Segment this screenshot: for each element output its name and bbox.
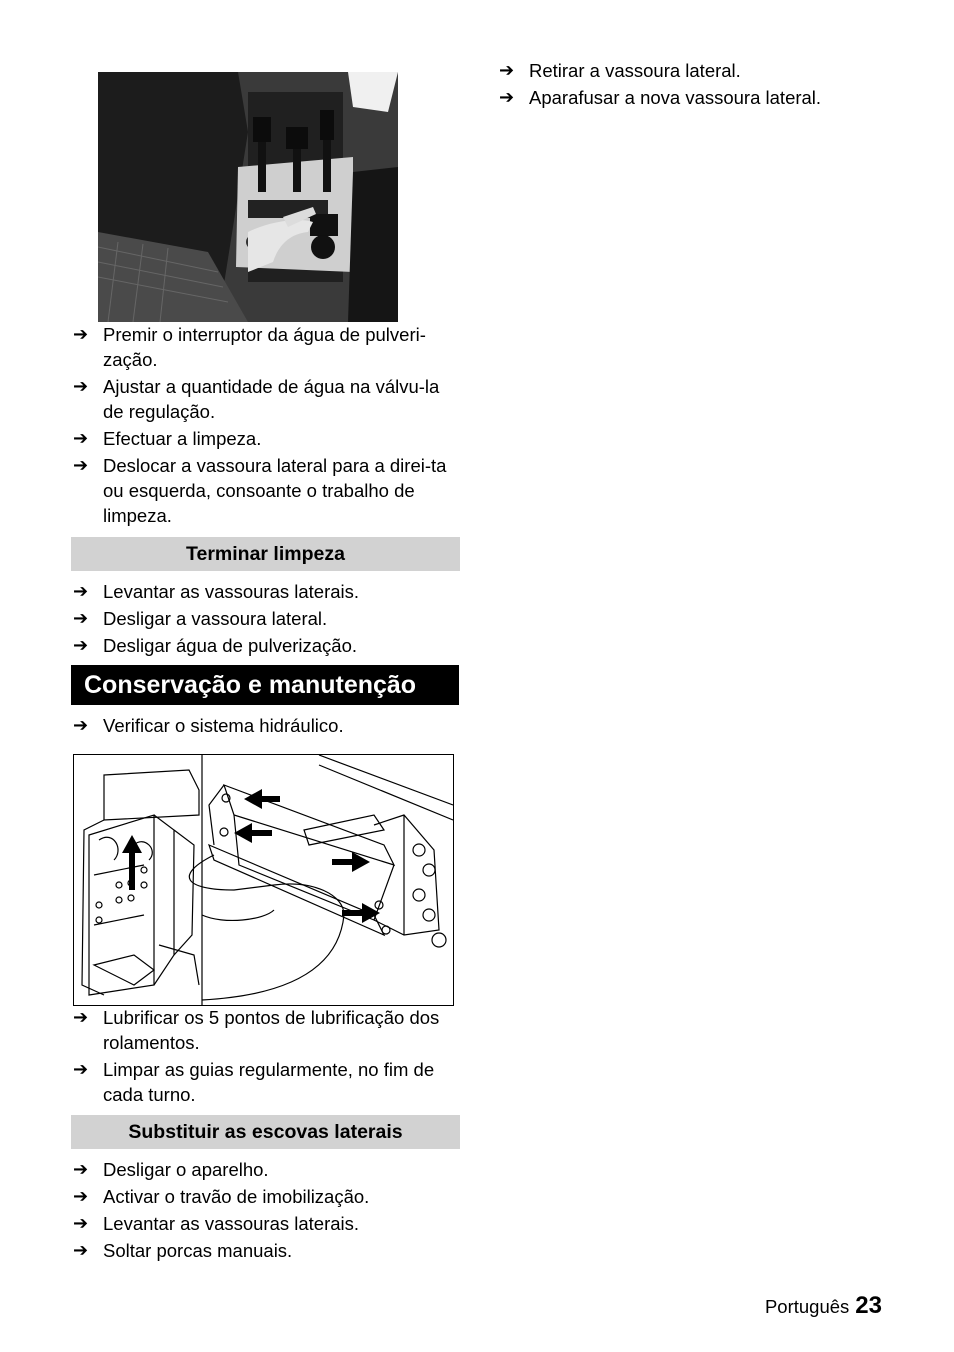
hydraulic-diagram-illustration xyxy=(74,755,453,1005)
right-column-steps xyxy=(497,58,877,110)
list-item: ➔ Efectuar a limpeza. xyxy=(73,428,262,449)
arrow-right-icon: ➔ xyxy=(499,60,515,80)
list-item: ➔ Lubrificar os 5 pontos de lubrificação dos rolamentos. xyxy=(73,1007,440,1053)
list-item: ➔ Desligar a vassoura lateral. xyxy=(73,608,328,629)
arrow-right-icon: ➔ xyxy=(73,324,89,344)
page-number: 23 xyxy=(855,1292,882,1319)
control-panel-illustration xyxy=(98,72,398,322)
list-item: ➔ Levantar as vassouras laterais. xyxy=(73,1213,360,1234)
maintenance-steps-top xyxy=(71,713,460,740)
arrow-right-icon: ➔ xyxy=(73,1159,89,1179)
arrow-right-icon: ➔ xyxy=(73,635,89,655)
arrow-right-icon: ➔ xyxy=(499,87,515,107)
control-panel-photo xyxy=(98,72,398,322)
section-heading-terminar: Terminar limpeza xyxy=(71,537,460,571)
list-item: ➔ Deslocar a vassoura lateral para a direi-ta ou esquerda, consoante o trabalho de limpeza. xyxy=(73,455,447,526)
arrow-right-icon: ➔ xyxy=(73,428,89,448)
list-item: ➔ Retirar a vassoura lateral. xyxy=(499,60,741,81)
arrow-right-icon: ➔ xyxy=(73,1007,89,1027)
list-item: ➔ Soltar porcas manuais. xyxy=(73,1240,293,1261)
chapter-heading-maintenance: Conservação e manutenção xyxy=(71,665,459,705)
arrow-right-icon: ➔ xyxy=(73,376,89,396)
page-footer xyxy=(765,1292,882,1320)
list-item: ➔ Desligar o aparelho. xyxy=(73,1159,269,1180)
arrow-right-icon: ➔ xyxy=(73,1059,89,1079)
hydraulic-diagram xyxy=(73,754,454,1006)
arrow-right-icon: ➔ xyxy=(73,455,89,475)
arrow-right-icon: ➔ xyxy=(73,1213,89,1233)
replace-steps xyxy=(71,1157,460,1265)
list-item: ➔ Aparafusar a nova vassoura lateral. xyxy=(499,87,822,108)
maintenance-steps-bottom xyxy=(71,1005,460,1109)
list-item: ➔ Limpar as guias regularmente, no fim de cada turno. xyxy=(73,1059,435,1105)
list-item: ➔ Activar o travão de imobilização. xyxy=(73,1186,370,1207)
arrow-right-icon: ➔ xyxy=(73,1240,89,1260)
section-heading-substituir: Substituir as escovas laterais xyxy=(71,1115,460,1149)
list-item: ➔ Verificar o sistema hidráulico. xyxy=(73,715,344,736)
footer-language: Português xyxy=(764,1296,850,1317)
arrow-right-icon: ➔ xyxy=(73,715,89,735)
arrow-right-icon: ➔ xyxy=(73,1186,89,1206)
list-item: ➔ Premir o interruptor da água de pulveri-zação. xyxy=(73,324,426,370)
end-steps xyxy=(71,579,460,660)
list-item: ➔ Ajustar a quantidade de água na válvu-la de regulação. xyxy=(73,376,440,422)
spray-steps xyxy=(71,322,460,530)
list-item: ➔ Levantar as vassouras laterais. xyxy=(73,581,360,602)
arrow-right-icon: ➔ xyxy=(73,581,89,601)
arrow-right-icon: ➔ xyxy=(73,608,89,628)
list-item: ➔ Desligar água de pulverização. xyxy=(73,635,358,656)
